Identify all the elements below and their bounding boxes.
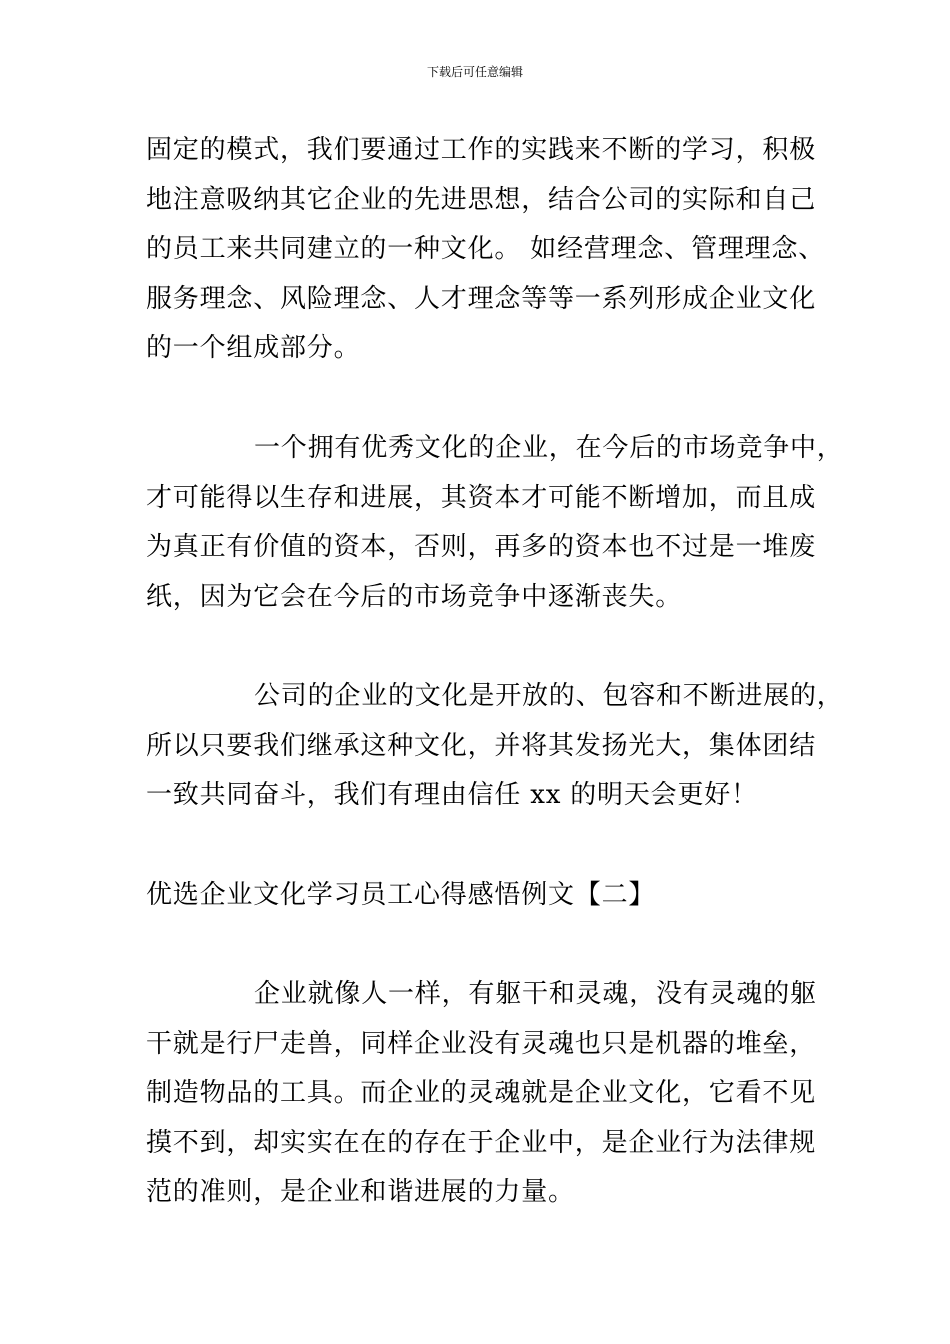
text-line: 地注意吸纳其它企业的先进思想，结合公司的实际和自己 — [146, 184, 817, 215]
text-line: 一个拥有优秀文化的企业，在今后的市场竞争中， — [254, 433, 844, 463]
text-line: 制造物品的工具。而企业的灵魂就是企业文化，它看不见 — [146, 1078, 817, 1108]
text-line: 范的准则，是企业和谐进展的力量。 — [146, 1177, 575, 1207]
text-line: 干就是行尸走兽，同样企业没有灵魂也只是机器的堆垒， — [146, 1028, 817, 1059]
section-heading — [146, 871, 816, 921]
text-line: 公司的企业的文化是开放的、包容和不断进展的， — [254, 681, 844, 711]
text-line: 为真正有价值的资本，否则，再多的资本也不过是一堆废 — [146, 532, 817, 562]
text-line: 企业就像人一样，有躯干和灵魂，没有灵魂的躯 — [254, 979, 817, 1009]
text-line: 才可能得以生存和进展，其资本才可能不断增加，而且成 — [146, 482, 817, 513]
paragraph-1 — [146, 126, 826, 374]
text-line: 一致共同奋斗，我们有理由信任 xx 的明天会更好！ — [146, 780, 758, 810]
heading-text: 优选企业文化学习员工心得感悟例文【二】 — [146, 880, 656, 910]
paragraph-2 — [146, 424, 844, 622]
paragraph-3 — [146, 672, 844, 821]
text-line: 纸，因为它会在今后的市场竞争中逐渐丧失。 — [146, 581, 683, 612]
text-line: 摸不到，却实实在在的存在于企业中，是企业行为法律规 — [146, 1127, 817, 1158]
page-header: 下载后可任意编辑 — [426, 65, 523, 79]
text-line: 的员工来共同建立的一种文化。 如经营理念、管理理念、 — [146, 234, 826, 264]
text-line: 所以只要我们继承这种文化，并将其发扬光大，集体团结 — [146, 730, 817, 761]
text-line: 的一个组成部分。 — [146, 333, 361, 363]
text-line: 固定的模式，我们要通过工作的实践来不断的学习，积极 — [146, 135, 817, 165]
paragraph-4 — [146, 970, 816, 1218]
text-line: 服务理念、风险理念、人才理念等等一系列形成企业文化 — [146, 283, 817, 314]
